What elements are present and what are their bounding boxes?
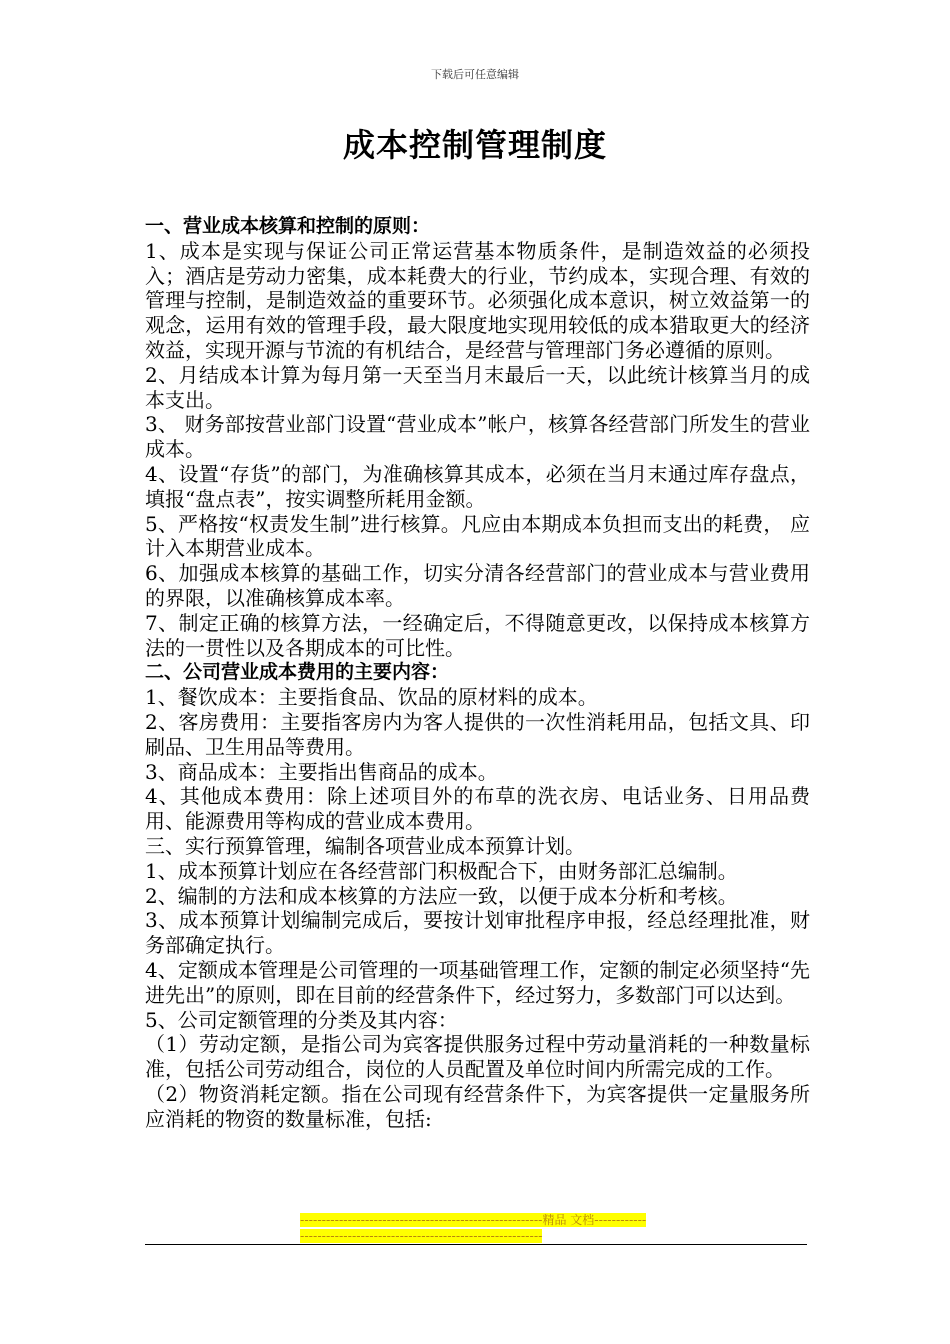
paragraph: 1、成本预算计划应在各经营部门积极配合下，由财务部汇总编制。 xyxy=(145,858,738,883)
paragraph: 4、设置“存货”的部门，为准确核算其成本，必须在当月末通过库存盘点，填报“盘点表”，按实调整所耗用金额。 xyxy=(145,461,810,511)
paragraph: 5、公司定额管理的分类及其内容： xyxy=(145,1007,458,1032)
footer-divider xyxy=(145,1244,807,1245)
document-title: 成本控制管理制度 xyxy=(342,126,607,164)
footer-watermark-highlight: --------------------------------------------------------精品 文档-------------------------------------------------------------------- xyxy=(300,1213,647,1243)
paragraph: 2、编制的方法和成本核算的方法应一致，以便于成本分析和考核。 xyxy=(145,883,738,908)
paragraph: 7、制定正确的核算方法，一经确定后，不得随意更改，以保持成本核算方法的一贯性以及各期成本的可比性。 xyxy=(145,610,810,660)
paragraph: 2、客房费用：主要指客房内为客人提供的一次性消耗用品，包括文具、印刷品、卫生用品等费用。 xyxy=(145,709,810,759)
paragraph: 1、成本是实现与保证公司正常运营基本物质条件，是制造效益的必须投入；酒店是劳动力密集，成本耗费大的行业，节约成本，实现合理、有效的管理与控制，是制造效益的重要环节。必须强化成本意识，树立效益第一的观念，运用有效的管理手段，最大限度地实现用较低的成本猎取更大的经济效益，实现开源与节流的有机结合，是经营与管理部门务必遵循的原则。 xyxy=(145,238,810,362)
paragraph: 3、商品成本：主要指出售商品的成本。 xyxy=(145,759,498,784)
paragraph: 6、加强成本核算的基础工作，切实分清各经营部门的营业成本与营业费用的界限，以准确核算成本率。 xyxy=(145,561,810,610)
section-heading-1: 一、营业成本核算和控制的原则： xyxy=(145,215,431,237)
footer-watermark-text xyxy=(300,1212,650,1244)
section-heading-2: 二、公司营业成本费用的主要内容： xyxy=(145,661,450,684)
paragraph: 2、月结成本计算为每月第一天至当月末最后一天，以此统计核算当月的成本支出。 xyxy=(145,362,810,412)
section-heading-3: 三、实行预算管理，编制各项营业成本预算计划。 xyxy=(145,833,585,858)
paragraph: （1）劳动定额，是指公司为宾客提供服务过程中劳动量消耗的一种数量标准，包括公司劳动组合，岗位的人员配置及单位时间内所需完成的工作。 xyxy=(145,1032,810,1082)
paragraph: 4、其他成本费用：除上述项目外的布草的洗衣房、电话业务、日用品费用、能源费用等构成的营业成本费用。 xyxy=(145,784,810,834)
paragraph: 5、严格按“权责发生制”进行核算。凡应由本期成本负担而支出的耗费， 应计入本期营业成本。 xyxy=(145,511,810,561)
paragraph: （2）物资消耗定额。指在公司现有经营条件下，为宾客提供一定量服务所应消耗的物资的数量标准，包括: xyxy=(145,1081,810,1131)
paragraph: 3、成本预算计划编制完成后，要按计划审批程序申报，经总经理批准，财务部确定执行。 xyxy=(145,908,810,958)
paragraph: 4、定额成本管理是公司管理的一项基础管理工作，定额的制定必须坚持“先进先出”的原则，即在目前的经营条件下，经过努力，多数部门可以达到。 xyxy=(145,957,810,1007)
paragraph: 3、 财务部按营业部门设置“营业成本”帐户，核算各经营部门所发生的营业成本。 xyxy=(145,412,810,462)
paragraph: 1、餐饮成本：主要指食品、饮品的原材料的成本。 xyxy=(145,685,598,710)
document-body xyxy=(145,214,810,1131)
page-header-note: 下载后可任意编辑 xyxy=(431,68,519,81)
